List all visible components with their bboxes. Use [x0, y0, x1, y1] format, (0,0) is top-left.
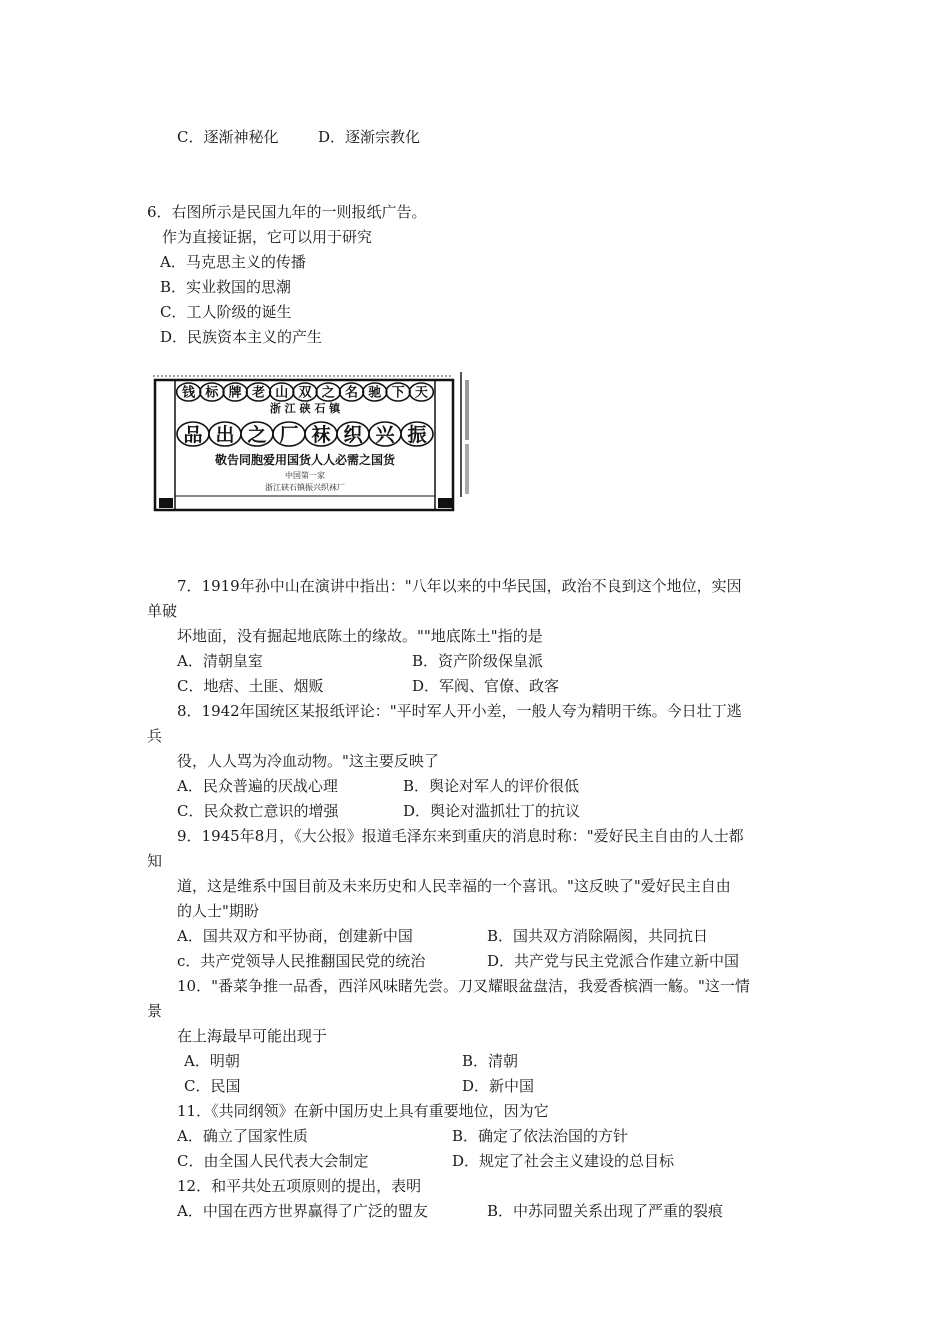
row1-glyph: 牌	[228, 385, 242, 401]
row1-glyph: 驰	[368, 385, 382, 401]
q11-stem: 11．《共同纲领》在新中国历史上具有重要地位，因为它	[177, 1102, 549, 1120]
row1-glyph: 双	[298, 385, 312, 401]
q9-stem-cont: 道，这是维系中国目前及未来历史和人民幸福的一个喜讯。"这反映了"爱好民主自由	[177, 877, 731, 895]
ad-row6-lettering: 浙江硖石镇振兴织袜厂	[265, 483, 345, 492]
q8-option-c: C．民众救亡意识的增强	[177, 802, 339, 820]
q5-option-d: D．逐渐宗教化	[318, 128, 421, 146]
ad-row4-lettering: 敬告同胞爱用国货人人必需之国货	[214, 453, 396, 467]
q6-stem-cont: 作为直接证据，它可以用于研究	[162, 228, 373, 246]
q8-stem: 8．1942年国统区某报纸评论："平时军人开小差，一般人夸为精明干练。今日壮丁逃	[177, 702, 742, 720]
q10-option-d: D．新中国	[462, 1077, 535, 1095]
row3-glyph: 之	[247, 423, 267, 446]
q7-stem-wrap: 单破	[147, 602, 178, 620]
q12-option-a: A．中国在西方世界赢得了广泛的盟友	[177, 1202, 428, 1220]
q10-stem-wrap: 景	[147, 1002, 163, 1020]
q7-option-c: C．地痞、土匪、烟贩	[177, 677, 324, 695]
q9-stem-cont2: 的人士"期盼	[177, 902, 259, 920]
ad-row5-lettering: 中国第一家	[285, 471, 325, 480]
row3-glyph: 品	[183, 423, 203, 446]
q7-option-d: D．军阀、官僚、政客	[412, 677, 560, 695]
q8-option-d: D．舆论对滥抓壮丁的抗议	[403, 802, 581, 820]
q11-option-a: A．确立了国家性质	[177, 1127, 308, 1145]
q7-stem-cont: 坏地面，没有掘起地底陈土的缘故。""地底陈土"指的是	[177, 627, 543, 645]
row1-glyph: 山	[275, 385, 289, 401]
q10-stem-cont: 在上海最早可能出现于	[177, 1027, 328, 1045]
q11-option-d: D．规定了社会主义建设的总目标	[452, 1152, 675, 1170]
q9-option-c: c．共产党领导人民推翻国民党的统治	[177, 952, 426, 970]
q8-stem-wrap: 兵	[147, 727, 163, 745]
row3-glyph: 厂	[279, 423, 299, 446]
q6-option-b: B．实业救国的思潮	[160, 278, 292, 296]
q11-option-c: C．由全国人民代表大会制定	[177, 1152, 369, 1170]
row3-glyph: 兴	[375, 423, 395, 446]
q9-stem: 9．1945年8月，《大公报》报道毛泽东来到重庆的消息时称："爱好民主自由的人士都	[177, 827, 744, 845]
row1-glyph: 钱	[182, 385, 196, 401]
q7-option-a: A．清朝皇室	[177, 652, 263, 670]
q6-option-c: C．工人阶级的诞生	[160, 303, 292, 321]
q9-option-a: A．国共双方和平协商，创建新中国	[177, 927, 413, 945]
row1-glyph: 老	[251, 385, 265, 401]
row3-glyph: 织	[343, 423, 363, 446]
newspaper-ad-figure	[153, 372, 493, 514]
ad-row2-lettering: 浙 江 硖 石 镇	[269, 402, 341, 415]
q9-option-d: D．共产党与民主党派合作建立新中国	[487, 952, 740, 970]
q5-option-c: C．逐渐神秘化	[177, 128, 279, 146]
q8-stem-cont: 役，人人骂为冷血动物。"这主要反映了	[177, 752, 439, 770]
q8-option-a: A．民众普遍的厌战心理	[177, 777, 338, 795]
row1-glyph: 名	[345, 385, 359, 401]
q7-stem: 7．1919年孙中山在演讲中指出："八年以来的中华民国，政治不良到这个地位，实因	[177, 577, 742, 595]
q10-option-b: B．清朝	[462, 1052, 519, 1070]
row1-glyph: 天	[414, 385, 428, 401]
q8-option-b: B．舆论对军人的评价很低	[403, 777, 580, 795]
row3-glyph: 出	[215, 423, 235, 446]
row3-glyph: 振	[407, 423, 427, 446]
row3-glyph: 袜	[311, 423, 331, 446]
row1-glyph: 标	[205, 385, 219, 401]
q10-stem: 10．"番菜争推一品香，西洋风味睹先尝。刀叉耀眼盆盘洁，我爱香槟酒一觞。"这一情	[177, 977, 750, 995]
ad-row1-lettering	[177, 383, 434, 401]
q6-option-d: D．民族资本主义的产生	[160, 328, 323, 346]
row1-glyph: 之	[321, 385, 335, 401]
q9-option-b: B．国共双方消除隔阂，共同抗日	[487, 927, 709, 945]
q6-option-a: A．马克思主义的传播	[160, 253, 306, 271]
q10-option-c: C．民国	[184, 1077, 241, 1095]
q11-option-b: B．确定了依法治国的方针	[452, 1127, 629, 1145]
q12-stem: 12．和平共处五项原则的提出，表明	[177, 1177, 422, 1195]
q6-stem: 6．右图所示是民国九年的一则报纸广告。	[147, 203, 427, 221]
q7-option-b: B．资产阶级保皇派	[412, 652, 544, 670]
q9-stem-wrap: 知	[147, 852, 163, 870]
q10-option-a: A．明朝	[184, 1052, 240, 1070]
q12-option-b: B．中苏同盟关系出现了严重的裂痕	[487, 1202, 724, 1220]
row1-glyph: 下	[391, 385, 405, 401]
